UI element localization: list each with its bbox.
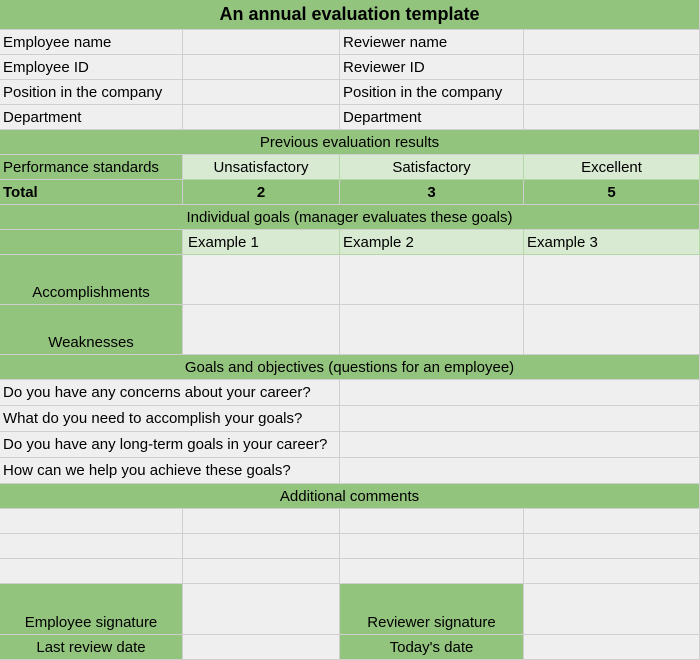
answer-career-concerns[interactable] [340,380,700,406]
comment-cell[interactable] [340,534,524,559]
reviewer-signature-cell[interactable] [524,584,700,635]
comment-cell[interactable] [183,534,340,559]
employee-position-label: Position in the company [0,80,183,105]
individual-goals-corner [0,230,183,255]
todays-date-cell[interactable] [524,635,700,660]
example-2-header: Example 2 [340,230,524,255]
last-review-date-cell[interactable] [183,635,340,660]
employee-signature-cell[interactable] [183,584,340,635]
comment-cell[interactable] [340,559,524,584]
accomplishments-example-1-cell[interactable] [183,255,340,305]
employee-department-cell[interactable] [183,105,340,130]
goals-objectives-header: Goals and objectives (questions for an employee) [0,355,700,380]
total-label: Total [0,180,183,205]
reviewer-id-cell[interactable] [524,55,700,80]
employee-id-label: Employee ID [0,55,183,80]
employee-id-cell[interactable] [183,55,340,80]
weaknesses-example-1-cell[interactable] [183,305,340,355]
employee-position-cell[interactable] [183,80,340,105]
performance-standards-label: Performance standards [0,155,183,180]
comment-cell[interactable] [0,534,183,559]
weaknesses-example-2-cell[interactable] [340,305,524,355]
question-accomplish-goals: What do you need to accomplish your goals? [0,406,340,432]
reviewer-id-label: Reviewer ID [340,55,524,80]
reviewer-department-cell[interactable] [524,105,700,130]
employee-name-label: Employee name [0,30,183,55]
reviewer-signature-label: Reviewer signature [340,584,524,635]
reviewer-name-cell[interactable] [524,30,700,55]
employee-signature-label: Employee signature [0,584,183,635]
previous-results-header: Previous evaluation results [0,130,700,155]
accomplishments-label: Accomplishments [0,255,183,305]
answer-accomplish-goals[interactable] [340,406,700,432]
comment-cell[interactable] [524,559,700,584]
accomplishments-example-3-cell[interactable] [524,255,700,305]
total-unsatisfactory[interactable]: 2 [183,180,340,205]
total-excellent[interactable]: 5 [524,180,700,205]
sheet-title: An annual evaluation template [0,0,700,30]
additional-comments-header: Additional comments [0,484,700,509]
question-help-achieve: How can we help you achieve these goals? [0,458,340,484]
comment-cell[interactable] [340,509,524,534]
comment-cell[interactable] [183,509,340,534]
employee-department-label: Department [0,105,183,130]
reviewer-department-label: Department [340,105,524,130]
example-1-header: Example 1 [183,230,340,255]
reviewer-position-label: Position in the company [340,80,524,105]
todays-date-label: Today's date [340,635,524,660]
answer-long-term-goals[interactable] [340,432,700,458]
comment-cell[interactable] [524,509,700,534]
total-satisfactory[interactable]: 3 [340,180,524,205]
question-long-term-goals: Do you have any long-term goals in your career? [0,432,340,458]
reviewer-position-cell[interactable] [524,80,700,105]
weaknesses-label: Weaknesses [0,305,183,355]
weaknesses-example-3-cell[interactable] [524,305,700,355]
answer-help-achieve[interactable] [340,458,700,484]
individual-goals-header: Individual goals (manager evaluates these goals) [0,205,700,230]
employee-name-cell[interactable] [183,30,340,55]
comment-cell[interactable] [0,509,183,534]
accomplishments-example-2-cell[interactable] [340,255,524,305]
comment-cell[interactable] [183,559,340,584]
example-3-header: Example 3 [524,230,700,255]
comment-cell[interactable] [0,559,183,584]
reviewer-name-label: Reviewer name [340,30,524,55]
question-career-concerns: Do you have any concerns about your career? [0,380,340,406]
last-review-date-label: Last review date [0,635,183,660]
comment-cell[interactable] [524,534,700,559]
level-satisfactory: Satisfactory [340,155,524,180]
level-excellent: Excellent [524,155,700,180]
level-unsatisfactory: Unsatisfactory [183,155,340,180]
